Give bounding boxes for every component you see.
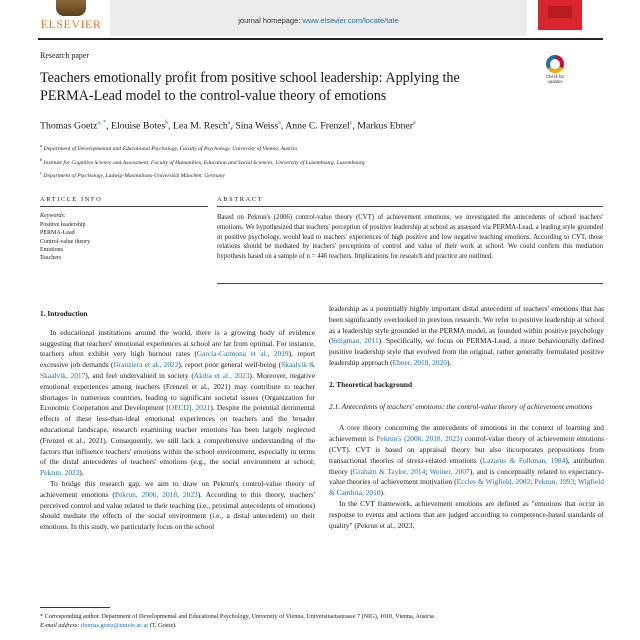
email-link[interactable]: thomas.goetz@univie.ac.at [81,622,149,629]
affiliation-item [40,168,365,182]
citation-link[interactable]: Pekrun, 1993 [534,477,575,487]
affiliation-marker: c [40,170,42,176]
abstract-label: ABSTRACT [217,196,264,203]
affiliation-text: Institute for Cognitive Science and Assessment, Faculty of Humanities, Education and Social Sciences, University of Luxembourg, Luxembourg [43,159,365,166]
citation-link[interactable]: Eccles & Wigfield, 2002 [456,477,531,487]
abstract-rule [217,206,603,207]
citation-link[interactable]: Lazarus & Folkman, 1984 [482,455,566,465]
subsection-heading: 2.1. Antecedents of teachers' emotions: the control-value theory of achievement emotions [329,401,593,411]
citation-link[interactable]: Pekrun's (2006, 2018, 2023) [376,434,463,444]
author-affil-marker[interactable]: a, * [97,120,107,126]
abstract-bottom-rule [217,283,603,284]
journal-cover-thumbnail[interactable] [538,0,582,30]
article-info-rule [40,206,208,207]
citation-link[interactable]: OECD], 2021 [168,403,211,413]
affiliation-text: Department of Developmental and Educational Psychology, Faculty of Psychology, University of Vienna, Austria [43,145,298,152]
body-column-right [329,304,604,531]
citation-link[interactable]: Ebner, 2019, 2020 [392,357,447,367]
journal-homepage [110,16,527,25]
affiliation-item [40,141,365,155]
paragraph: leadership as a potentially highly important distal antecedent of teachers' emotions that has been significantly overlooked in previous research. We refer to positive leadership at school as a leadership style grounded in the PERMA model, as founded within positive psychology (Seligman, 2011). Specifically, we focus on PERMA-Lead, a more behaviourally defined positive leadership style that evolved from the original, rather generally formulated positive leadership approach (Ebner, 2019, 2020). [329,304,604,367]
keyword: Emotions [40,246,64,253]
elsevier-tree-icon [56,0,86,16]
author-name[interactable]: Sina Weiss [235,120,279,132]
citation-link[interactable]: García-Carmona et al., 2019 [196,349,289,359]
citation-link[interactable]: Weiner, 2007 [429,466,470,476]
section-heading: 2. Theoretical background [329,379,413,389]
keyword: Teachers [40,255,62,262]
article-type: Research paper [40,51,90,60]
abstract-text: Based on Pekrun's (2006) control-value theory (CVT) of achievement emotions, we investigated the antecedents of school teachers' emotions. We hypothesized that teachers' perception of positive leadership at school as assessed via PERMA-Lead, a leading style grounded in positive psychology, would lead to teachers' experiences of high positive and low negative teaching emotions. According to CVT, those relations should be mediated by teachers' perceptions of control and value of their work at school. We could confirm this mediation hypothesis based on a sample of n = 446 teachers. Implications for research and practice are outlined. [217,214,603,261]
keyword: Positive leadership [40,222,86,228]
affiliation-marker: a [40,143,43,148]
author-list: Thomas Goetz$^{a, *}$, Elouise Botes$^b$, Lea M. Resch$^a$, Sina Weiss$^a$, Anne C. Frenzel$^c$, Markus Ebner$^a$ [40,120,416,132]
paragraph: In educational institutions around the world, there is a growing body of evidence suggesting that teachers' emotional experiences at school are far from optimal. For instance, teachers often exhibit very high burnout rates (García-Carmona et al., 2019), report excessive job demands (Granziera et al., 2022), report poor general well-being (Skaalvik & Skaalvik, 2017), and feel undervalued in society (Akiba et al., 2023). Moreover, negative emotional experiences among teachers (Frenzel et al., 2021) may contribute to teacher shortages in numerous countries, leading to significant societal issues (Organization for Economic Cooperation and Development [OECD], 2021). Despite the potential detrimental effects of these less-than-ideal emotional experiences on teachers and the broader educational landscape, research examining teacher emotions has been largely neglected (Frenzel et al., 2021). Consequently, we still lack a comprehensive understanding of the factors that influence teachers' emotions within the school environment, especially in terms of the distal antecedents of teachers' emotions (e.g., the social environment at school; Pekrun, 2023). [40,327,316,478]
affiliation-marker: b [40,156,43,162]
citation-link[interactable]: Skaalvik & Skaalvik, 2017 [40,360,315,380]
author-affil-marker[interactable]: b [165,120,169,126]
article-info-label: ARTICLE INFO [40,196,103,203]
paper-title: Teachers emotionally profit from positive school leadership: Applying the PERMA-Lead model to the control-value theory of emotions [40,70,460,104]
author-affil-marker[interactable]: a [227,120,231,126]
citation-link[interactable]: Graham & Taylor, 2014 [352,466,426,476]
affiliation-text: Department of Psychology, Ludwig-Maximilians-Universität München, Germany [43,173,226,180]
homepage-link[interactable]: www.elsevier.com/locate/tate [302,16,399,25]
author-name[interactable]: Anne C. Frenzel [285,120,350,132]
affiliation-item [40,155,365,169]
check-updates-label: Check for updates [546,74,564,84]
citation-link[interactable]: Seligman, 2011 [331,336,379,346]
paragraph: To bridge this research gap, we aim to draw on Pekrun's control-value theory of achievement emotions (Pekrun, 2006, 2018, 2023). According to this theory, teachers' perceived control and value related to their teaching (i.e., proximal antecedents of emotions) should mediate the effects of the social environment (i.e., a distal antecedent) on their emotions. In this study, we particularly focus on the school [40,478,315,532]
footnote-rule [40,607,110,608]
author-affil-marker[interactable]: c [349,120,353,126]
check-for-updates-badge[interactable] [542,55,568,85]
homepage-label: journal homepage: [238,16,303,25]
citation-link[interactable]: Wigfield & Cambria, 2010 [329,477,604,498]
publisher-name: ELSEVIER [40,17,102,31]
author-name[interactable]: Thomas Goetz [40,120,98,132]
affiliations [40,141,365,182]
citation-link[interactable]: Akiba et al., 2023 [193,370,250,380]
elsevier-logo[interactable] [38,0,104,36]
check-updates-icon [546,55,564,73]
header-rule [38,38,603,40]
section-heading: 1. Introduction [40,309,88,318]
author-name[interactable]: Elouise Botes [110,120,166,132]
journal-header [110,0,527,36]
citation-link[interactable]: Granziera et al., 2022 [113,360,179,370]
author-name[interactable]: Markus Ebner [357,120,414,132]
email-line [40,621,605,630]
keyword: Control-value theory [40,238,91,245]
paragraph: In the CVT framework, achievement emotions are defined as "emotions that occur in response to events and actions that are judged according to competence-based standards of quality" (Pekrun et al., 2023, [329,498,604,530]
author-name[interactable]: Lea M. Resch [173,120,228,132]
author-affil-marker[interactable]: a [278,120,281,126]
footnote [40,612,605,630]
paragraph: A core theory concerning the antecedents of emotions in the context of learning and achievement is Pekrun's (2006, 2018, 2023) control-value theory of achievement emotions (CVT). CVT is based on appraisal theory but also incorporates propositions from transactional theories of stress-related emotions (Lazarus & Folkman, 1984), attribution theory (Graham & Taylor, 2014; Weiner, 2007), and is conceptually related to expectancy-value theories of achievement motivation (Eccles & Wigfield, 2002; Pekrun, 1993; Wigfield & Cambria, 2010). [329,423,604,498]
body-column-left [40,309,315,533]
keyword: PERMA-Lead [40,230,75,237]
email-suffix: (T. Goetz). [148,622,177,629]
keywords-label: Keywords: [40,213,66,219]
citation-link[interactable]: Pekrun, 2006, 2018, 2023 [114,489,198,499]
corresponding-author-note: * Corresponding author. Department of Developmental and Educational Psychology, University of Vienna, Universitaetsstrasse 7 (NIG), 1010, Vienna, Austria. [40,613,436,620]
email-label: E-mail address: [40,622,82,629]
citation-link[interactable]: Pekrun, 2023 [40,468,80,478]
author-affil-marker[interactable]: a [413,120,416,126]
keywords-list [40,221,90,262]
